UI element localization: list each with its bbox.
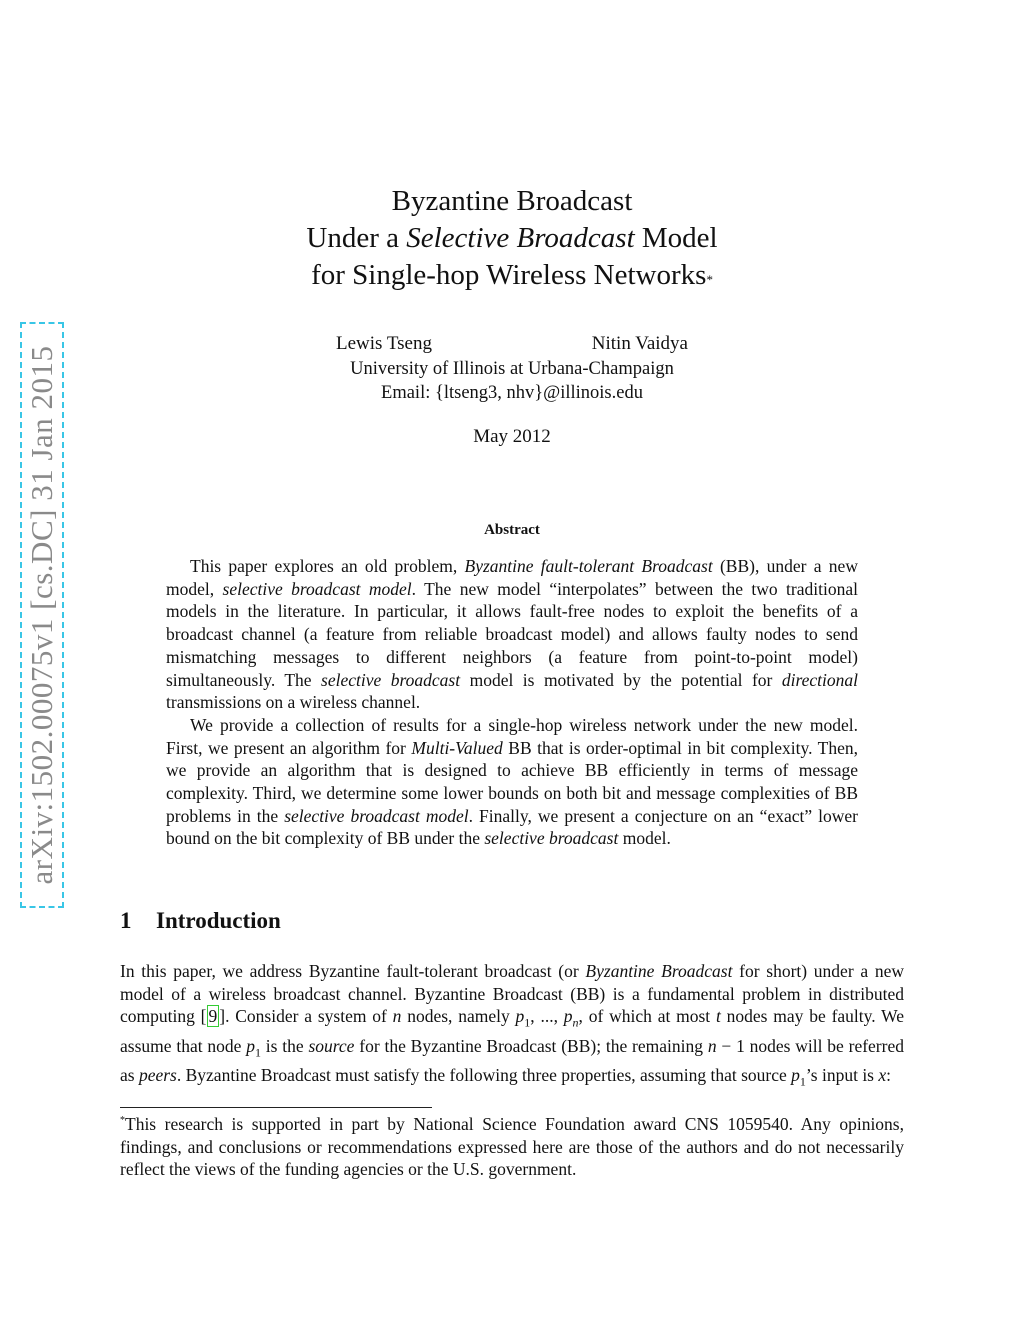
footnote [120, 1110, 904, 1181]
abstract-body [166, 555, 858, 850]
footnote-mark: * [120, 1115, 125, 1126]
title-line-3: for Single-hop Wireless Networks* [311, 259, 713, 291]
author-name: Nitin Vaidya [591, 333, 688, 354]
intro-paragraph: In this paper, we address Byzantine fault-tolerant broadcast (or Byzantine Broadcast for short) under a new model of a wireless broadcast channel. Byzantine Broadcast (BB) is a fundamental problem in distributed computing [ 9 ]. Consider a system of n nodes, namely $p_1$, ..., $p_n$, of which at most t nodes may be faulty. We assume that node $p_1$ is the source for the Byzantine Broadcast (BB); the remaining n − 1 nodes will be referred as peers. Byzantine Broadcast must satisfy the following three properties, assuming that source $p_1’s$ input is x: [120, 961, 905, 1089]
affiliation-block [0, 357, 1024, 405]
section-heading [120, 908, 281, 934]
title-line-2: Under a Selective Broadcast Model [306, 222, 718, 254]
arxiv-stamp-text: arXiv:1502.00075v1 [cs.DC] 31 Jan 2015 [24, 345, 59, 885]
title-footnote-mark[interactable]: * [706, 272, 713, 287]
abstract-paragraph: This paper explores an old problem, Byzantine fault-tolerant Broadcast (BB), under a new model, selective broadcast model. The new model “interpolates” between the two traditional models in the literature. In particular, it allows fault-free nodes to exploit the benefits of a broadcast channel (a feature from reliable broadcast model) and allows faulty nodes to send mismatching messages to different neighbors (a feature from point-to-point model) simultaneously. The selective broadcast model is motivated by the potential for directional transmissions on a wireless channel. [166, 556, 858, 713]
abstract-heading: Abstract [484, 522, 540, 538]
footnote-divider [120, 1107, 432, 1108]
paper-title [0, 183, 1024, 294]
author-name: Lewis Tseng [336, 333, 432, 354]
section-title: Introduction [156, 908, 281, 933]
arxiv-stamp[interactable] [20, 322, 64, 908]
footnote-text: This research is supported in part by National Science Foundation award CNS 1059540. Any opinions, findings, and conclusions or recommendations expressed here are those of the authors and do not necessarily reflect the views of the funding agencies or the U.S. government. [120, 1113, 904, 1180]
title-line-1: Byzantine Broadcast [391, 185, 633, 217]
abstract-paragraph: We provide a collection of results for a single-hop wireless network under the new model. First, we present an algorithm for Multi-Valued BB that is order-optimal in bit complexity. Then, we provide an algorithm that is designed to achieve BB efficiently in terms of message complexity. Third, we determine some lower bounds on both bit and message complexities of BB problems in the selective broadcast model. Finally, we present a conjecture on an “exact” lower bound on the bit complexity of BB under the selective broadcast model. [166, 714, 859, 849]
author-email: Email: {ltseng3, nhv}@illinois.edu [381, 383, 643, 403]
citation-link[interactable]: 9 [208, 1006, 218, 1027]
paper-date: May 2012 [473, 426, 551, 447]
section-number: 1 [120, 908, 132, 933]
affiliation: University of Illinois at Urbana-Champaign [350, 359, 674, 379]
